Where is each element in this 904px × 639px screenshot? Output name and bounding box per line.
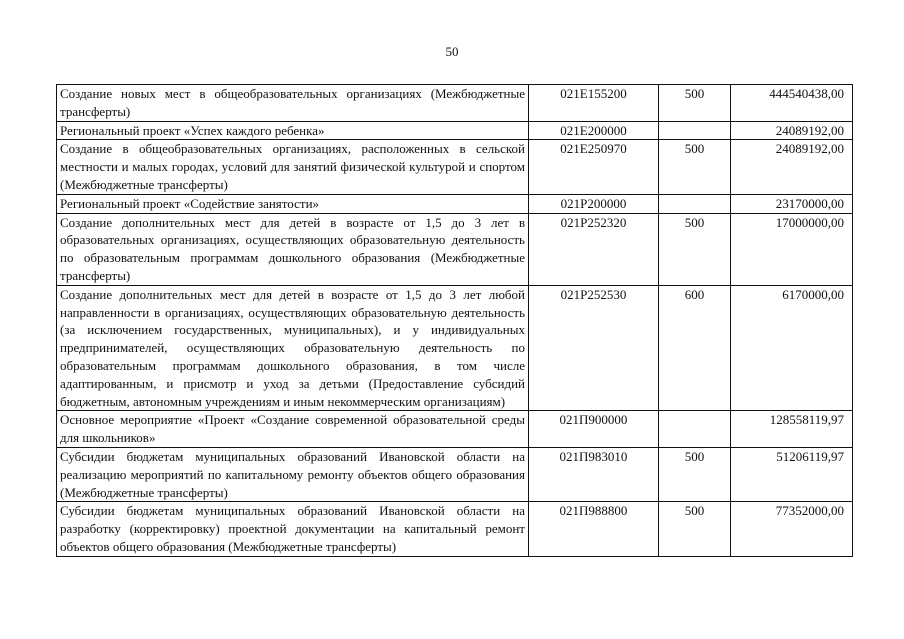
- row-code-cell: 021E200000: [529, 121, 659, 140]
- row-type-cell: [659, 411, 731, 448]
- row-type-cell: [659, 121, 731, 140]
- row-name-cell: Региональный проект «Успех каждого ребенка»: [57, 121, 529, 140]
- row-name-cell: Создание дополнительных мест для детей в возрасте от 1,5 до 3 лет любой направленности в организациях, осуществляющих образовательную деятельность (за исключением государственных, муниципальных), и у индивидуальных предпринимателей, осуществляющих образовательную деятельность по образовательным программам дошкольного образования, в том числе адаптированным, и присмотр и уход за детьми (Предоставление субсидий бюджетным, автономным учреждениям и иным некоммерческим организациям): [57, 285, 529, 411]
- row-sum-cell: 128558119,97: [731, 411, 853, 448]
- row-sum-cell: 17000000,00: [731, 213, 853, 285]
- table-row: [57, 213, 853, 285]
- row-name-cell: Создание новых мест в общеобразовательных организациях (Межбюджетные трансферты): [57, 85, 529, 122]
- table-row: [57, 411, 853, 448]
- row-type-cell: [659, 194, 731, 213]
- row-sum-cell: 23170000,00: [731, 194, 853, 213]
- row-name-cell: Субсидии бюджетам муниципальных образований Ивановской области на реализацию мероприятий по капитальному ремонту объектов общего образования (Межбюджетные трансферты): [57, 447, 529, 501]
- row-code-cell: 021П900000: [529, 411, 659, 448]
- row-name-cell: Создание дополнительных мест для детей в возрасте от 1,5 до 3 лет в образовательных организациях, осуществляющих образовательную деятельность по образовательным программам дошкольного образования (Межбюджетные трансферты): [57, 213, 529, 285]
- row-code-cell: 021E155200: [529, 85, 659, 122]
- table-row: [57, 502, 853, 556]
- row-name-cell: Основное мероприятие «Проект «Создание современной образовательной среды для школьников»: [57, 411, 529, 448]
- row-sum-cell: 6170000,00: [731, 285, 853, 411]
- row-type-cell: 500: [659, 447, 731, 501]
- row-code-cell: 021P252320: [529, 213, 659, 285]
- row-type-cell: 600: [659, 285, 731, 411]
- row-code-cell: 021P252530: [529, 285, 659, 411]
- row-name-cell: Субсидии бюджетам муниципальных образований Ивановской области на разработку (корректировку) проектной документации на капитальный ремонт объектов общего образования (Межбюджетные трансферты): [57, 502, 529, 556]
- row-type-cell: 500: [659, 85, 731, 122]
- row-sum-cell: 77352000,00: [731, 502, 853, 556]
- page-number: 50: [445, 44, 459, 59]
- table-row: [57, 447, 853, 501]
- table-row: [57, 140, 853, 194]
- row-type-cell: 500: [659, 213, 731, 285]
- row-sum-cell: 24089192,00: [731, 121, 853, 140]
- row-code-cell: 021П983010: [529, 447, 659, 501]
- table-row: [57, 85, 853, 122]
- row-code-cell: 021P200000: [529, 194, 659, 213]
- row-sum-cell: 24089192,00: [731, 140, 853, 194]
- row-sum-cell: 51206119,97: [731, 447, 853, 501]
- row-name-cell: Региональный проект «Содействие занятости»: [57, 194, 529, 213]
- table-row: [57, 285, 853, 411]
- table-row: [57, 194, 853, 213]
- row-code-cell: 021П988800: [529, 502, 659, 556]
- row-code-cell: 021E250970: [529, 140, 659, 194]
- row-name-cell: Создание в общеобразовательных организациях, расположенных в сельской местности и малых городах, условий для занятий физической культурой и спортом (Межбюджетные трансферты): [57, 140, 529, 194]
- row-sum-cell: 444540438,00: [731, 85, 853, 122]
- table-row: [57, 121, 853, 140]
- row-type-cell: 500: [659, 502, 731, 556]
- budget-table: [56, 84, 853, 557]
- row-type-cell: 500: [659, 140, 731, 194]
